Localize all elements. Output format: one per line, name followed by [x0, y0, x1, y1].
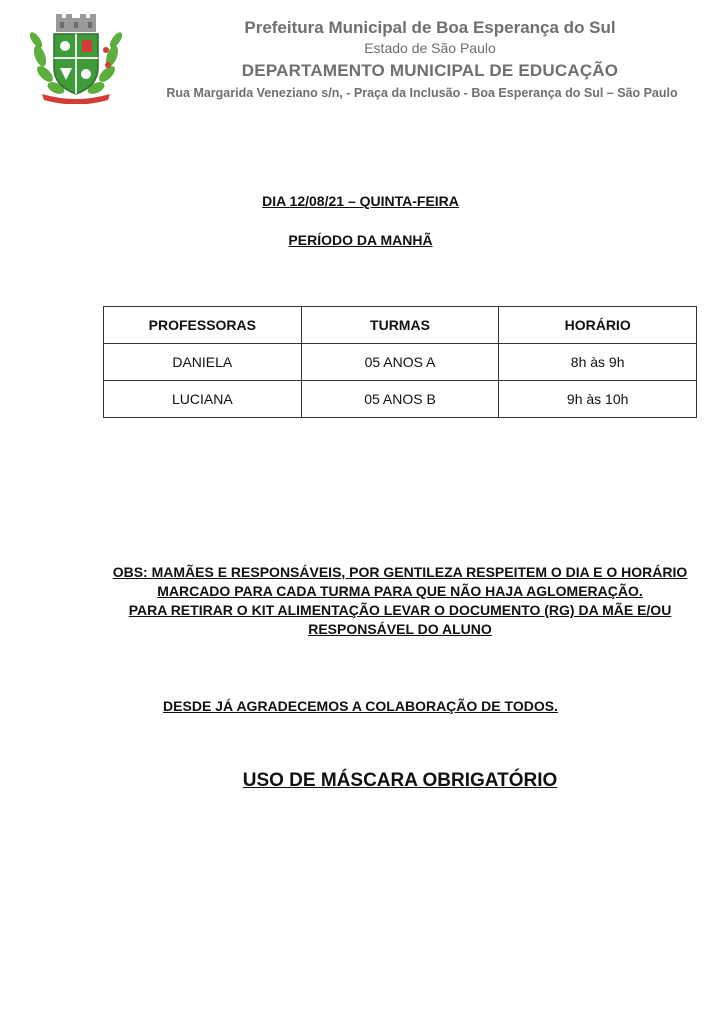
table-row	[104, 344, 697, 381]
cell-teacher: DANIELA	[104, 344, 302, 381]
schedule-table	[103, 306, 697, 418]
mask-notice: USO DE MÁSCARA OBRIGATÓRIO	[242, 770, 558, 791]
table-header-row	[104, 307, 697, 344]
cell-time: 9h às 10h	[499, 381, 697, 418]
cell-time: 8h às 9h	[499, 344, 697, 381]
date-line: DIA 12/08/21 – QUINTA-FEIRA	[262, 193, 459, 209]
column-header-turmas: TURMAS	[301, 307, 499, 344]
table-row	[104, 381, 697, 418]
notice-paragraph-1: OBS: MAMÃES E RESPONSÁVEIS, POR GENTILEZA RESPEITEM O DIA E O HORÁRIO MARCADO PARA CADA TURMA PARA QUE NÃO HAJA AGLOMERAÇÃO.	[112, 564, 688, 599]
column-header-horario: HORÁRIO	[499, 307, 697, 344]
header-address: Rua Margarida Veneziano s/n, - Praça da Inclusão - Boa Esperança do Sul – São Paulo	[166, 86, 678, 100]
municipal-coat-of-arms-icon	[28, 10, 124, 104]
header-title: Prefeitura Municipal de Boa Esperança do Sul	[244, 18, 616, 37]
notice-paragraph-2: PARA RETIRAR O KIT ALIMENTAÇÃO LEVAR O DOCUMENTO (RG) DA MÃE E/OU RESPONSÁVEL DO ALUNO	[128, 602, 672, 637]
header-department: DEPARTAMENTO MUNICIPAL DE EDUCAÇÃO	[241, 61, 619, 80]
period-line: PERÍODO DA MANHÃ	[288, 232, 433, 248]
cell-teacher: LUCIANA	[104, 381, 302, 418]
header-subtitle: Estado de São Paulo	[364, 40, 496, 56]
column-header-professoras: PROFESSORAS	[104, 307, 302, 344]
notice-block	[95, 563, 705, 639]
cell-class: 05 ANOS B	[301, 381, 499, 418]
cell-class: 05 ANOS A	[301, 344, 499, 381]
thanks-line: DESDE JÁ AGRADECEMOS A COLABORAÇÃO DE TODOS.	[163, 698, 558, 714]
